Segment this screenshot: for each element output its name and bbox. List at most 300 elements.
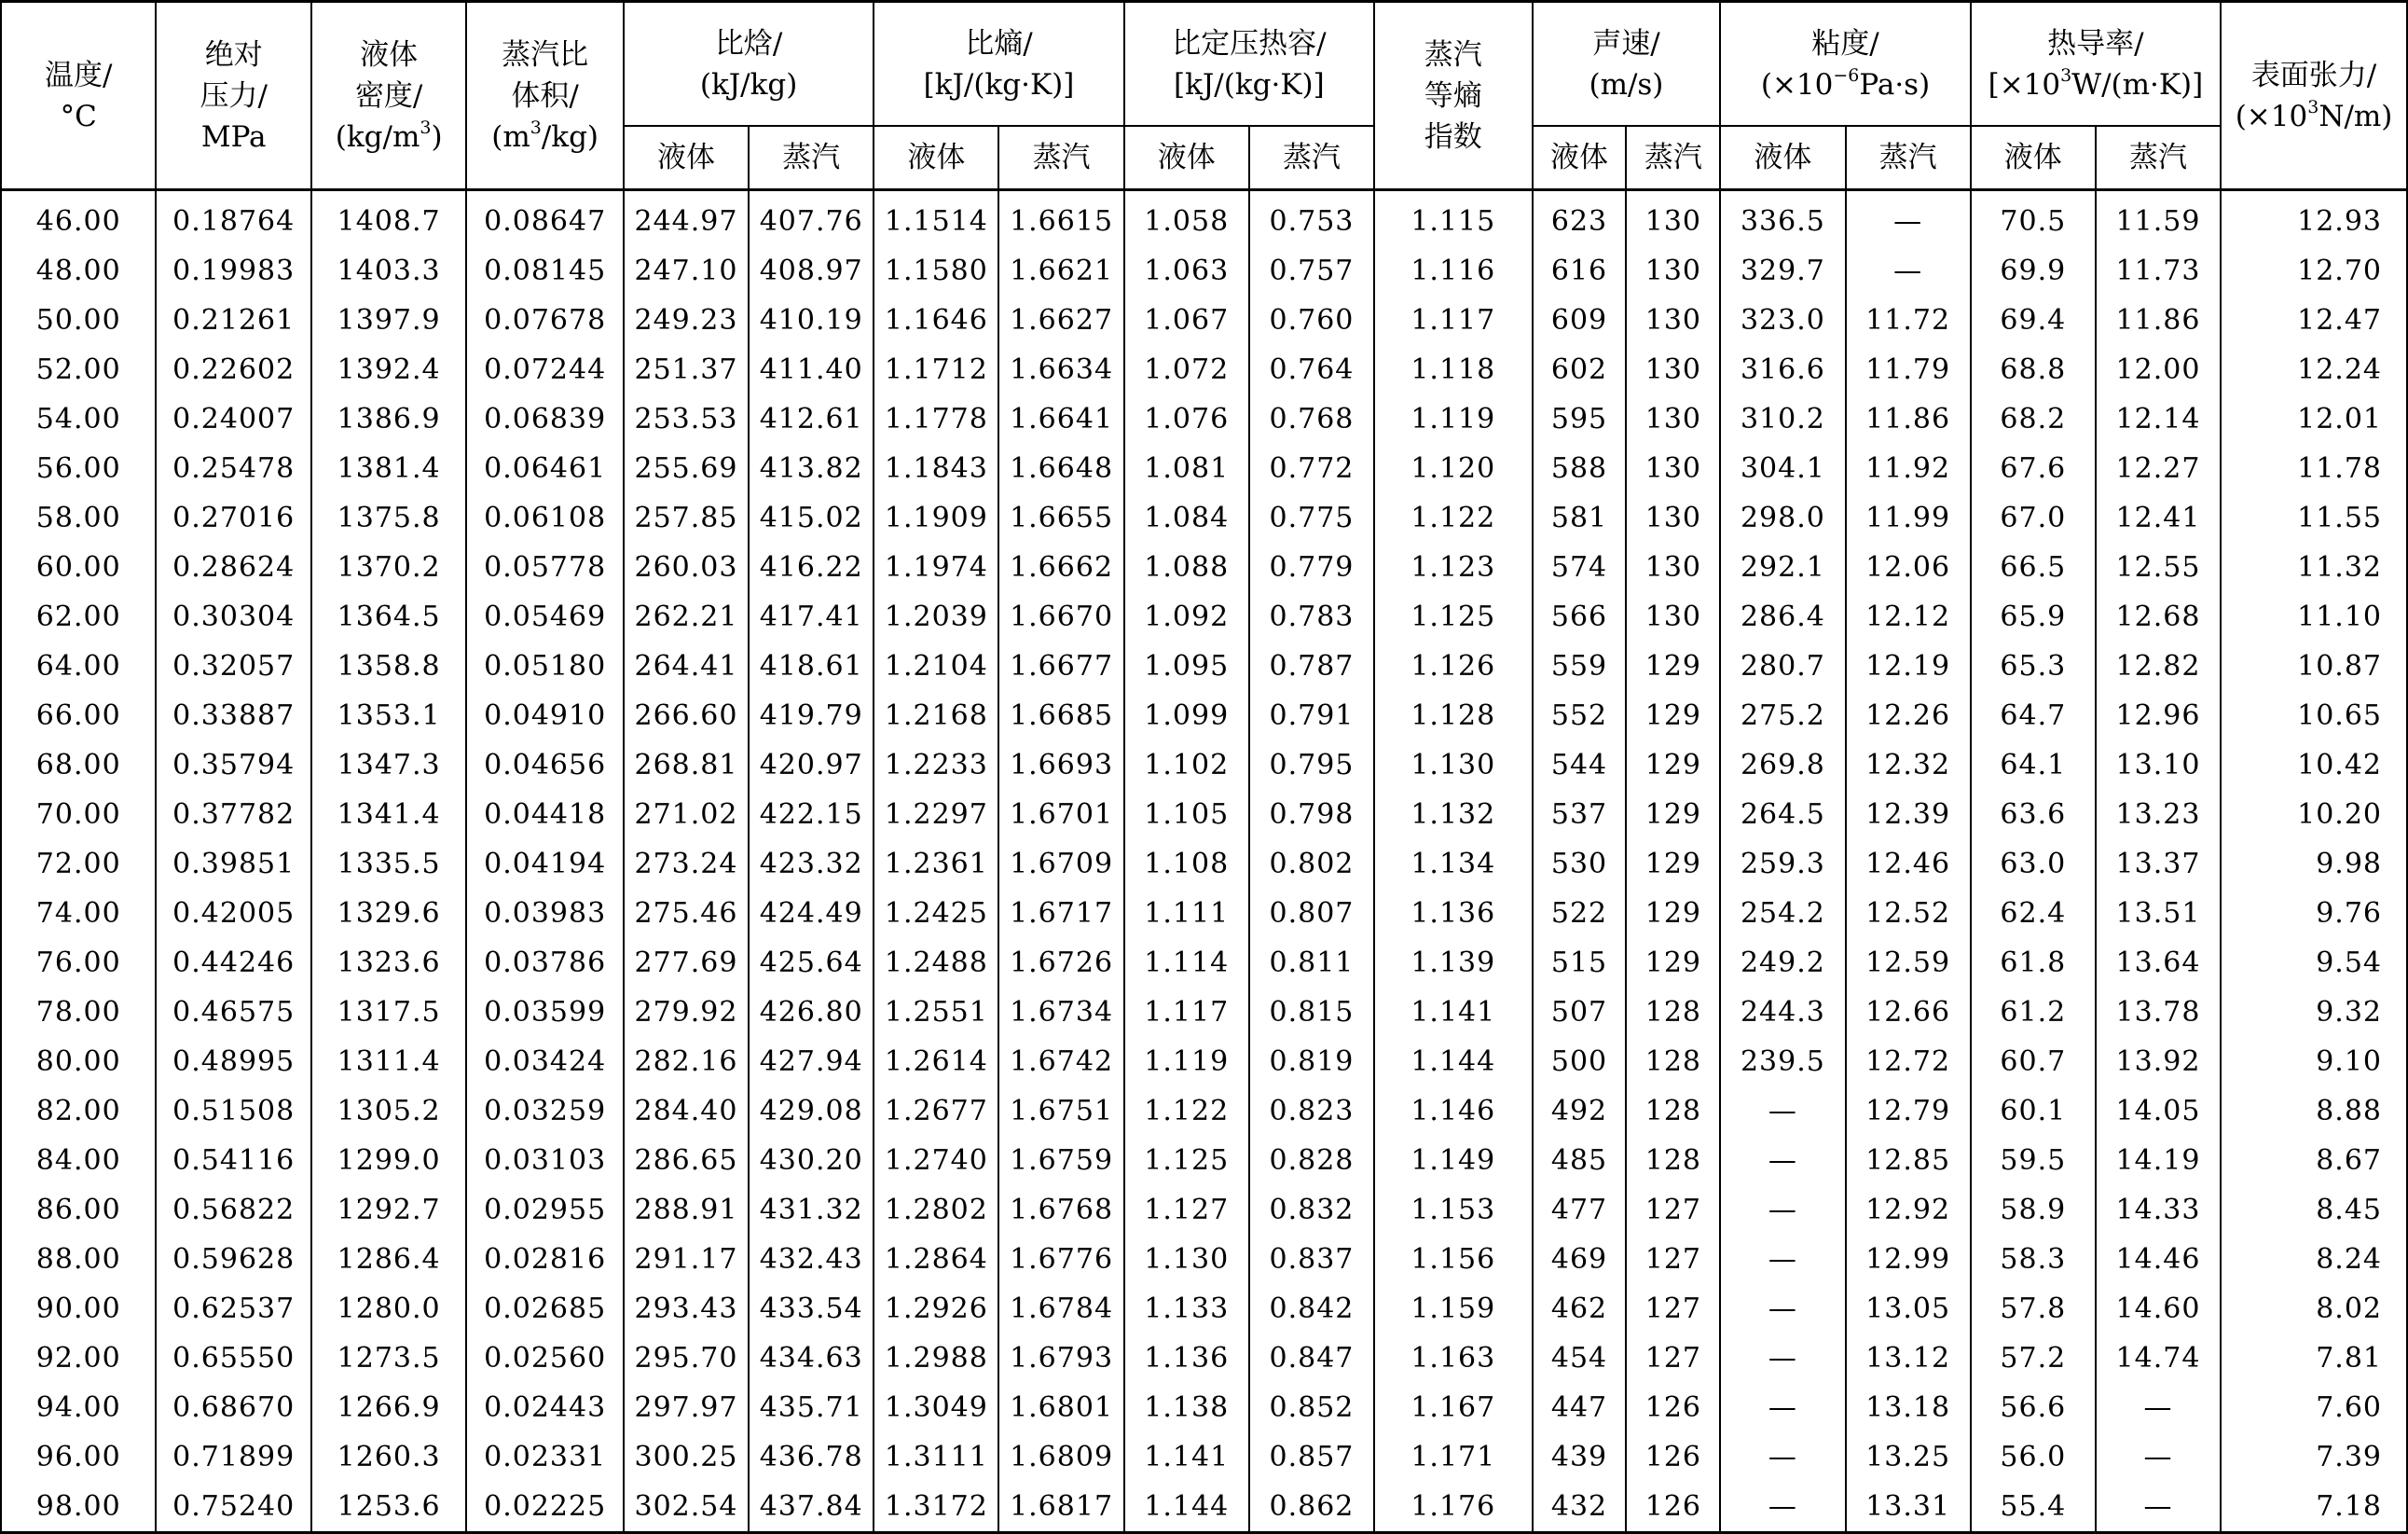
table-cell: 127 <box>1626 1284 1720 1334</box>
table-cell: 1.1974 <box>874 543 998 592</box>
table-cell: 0.03424 <box>466 1037 623 1086</box>
table-cell: 1.136 <box>1124 1334 1249 1383</box>
table-cell: — <box>1720 1086 1845 1136</box>
table-cell: 0.44246 <box>156 938 310 988</box>
table-cell: 13.12 <box>1846 1334 1971 1383</box>
table-cell: 1.2297 <box>874 790 998 839</box>
table-cell: 410.19 <box>749 296 874 345</box>
table-row <box>1 1037 2407 1086</box>
table-cell: 247.10 <box>624 246 749 296</box>
table-cell: 12.39 <box>1846 790 1971 839</box>
table-cell: 50.00 <box>1 296 156 345</box>
table-cell: 255.69 <box>624 444 749 493</box>
table-cell: 1.6693 <box>998 740 1123 790</box>
table-cell: 70.00 <box>1 790 156 839</box>
table-cell: 128 <box>1626 1086 1720 1136</box>
table-cell: 68.00 <box>1 740 156 790</box>
table-cell: 0.39851 <box>156 839 310 889</box>
table-cell: 427.94 <box>749 1037 874 1086</box>
table-cell: 13.64 <box>2096 938 2221 988</box>
table-cell: 1.6685 <box>998 691 1123 740</box>
table-cell: 0.795 <box>1249 740 1374 790</box>
table-cell: 12.68 <box>2096 592 2221 642</box>
table-row <box>1 1086 2407 1136</box>
table-cell: — <box>1720 1235 1845 1284</box>
table-cell: 268.81 <box>624 740 749 790</box>
table-cell: 11.32 <box>2221 543 2407 592</box>
table-cell: 129 <box>1626 740 1720 790</box>
table-cell: — <box>2096 1482 2221 1533</box>
table-cell: 1.6759 <box>998 1136 1123 1185</box>
table-cell: 0.02225 <box>466 1482 623 1533</box>
table-cell: 0.68670 <box>156 1383 310 1432</box>
table-cell: 68.8 <box>1971 345 2096 394</box>
table-cell: 12.99 <box>1846 1235 1971 1284</box>
table-cell: 336.5 <box>1720 190 1845 247</box>
table-cell: 1375.8 <box>311 493 466 543</box>
table-cell: 1408.7 <box>311 190 466 247</box>
table-cell: 288.91 <box>624 1185 749 1235</box>
table-cell: 492 <box>1533 1086 1627 1136</box>
table-cell: 69.4 <box>1971 296 2096 345</box>
table-cell: 0.775 <box>1249 493 1374 543</box>
table-cell: 62.4 <box>1971 889 2096 938</box>
table-cell: 1.6641 <box>998 394 1123 444</box>
table-cell: 552 <box>1533 691 1627 740</box>
table-cell: 1292.7 <box>311 1185 466 1235</box>
table-row <box>1 691 2407 740</box>
table-cell: 275.46 <box>624 889 749 938</box>
table-cell: 12.01 <box>2221 394 2407 444</box>
table-cell: 1253.6 <box>311 1482 466 1533</box>
table-cell: 63.6 <box>1971 790 2096 839</box>
table-cell: 1.1778 <box>874 394 998 444</box>
table-cell: 11.10 <box>2221 592 2407 642</box>
table-cell: 1.2802 <box>874 1185 998 1235</box>
table-cell: 574 <box>1533 543 1627 592</box>
table-cell: 1.125 <box>1374 592 1533 642</box>
table-cell: 1.6670 <box>998 592 1123 642</box>
table-cell: 88.00 <box>1 1235 156 1284</box>
table-cell: 1.084 <box>1124 493 1249 543</box>
table-cell: 286.4 <box>1720 592 1845 642</box>
table-cell: 129 <box>1626 642 1720 691</box>
table-cell: 62.00 <box>1 592 156 642</box>
table-cell: 58.9 <box>1971 1185 2096 1235</box>
table-cell: 127 <box>1626 1334 1720 1383</box>
table-cell: 1.120 <box>1374 444 1533 493</box>
table-cell: 239.5 <box>1720 1037 1845 1086</box>
table-cell: — <box>1720 1185 1845 1235</box>
table-cell: 78.00 <box>1 988 156 1037</box>
table-cell: 0.05469 <box>466 592 623 642</box>
table-cell: 0.03599 <box>466 988 623 1037</box>
table-cell: 0.08145 <box>466 246 623 296</box>
table-cell: 0.04910 <box>466 691 623 740</box>
table-row <box>1 642 2407 691</box>
table-cell: 244.97 <box>624 190 749 247</box>
table-cell: 424.49 <box>749 889 874 938</box>
table-cell: — <box>1846 246 1971 296</box>
table-cell: 12.00 <box>2096 345 2221 394</box>
table-cell: 61.2 <box>1971 988 2096 1037</box>
table-cell: 0.862 <box>1249 1482 1374 1533</box>
table-cell: 0.08647 <box>466 190 623 247</box>
table-cell: 1.1580 <box>874 246 998 296</box>
table-cell: 1.1712 <box>874 345 998 394</box>
table-cell: 0.791 <box>1249 691 1374 740</box>
table-cell: 126 <box>1626 1482 1720 1533</box>
table-cell: 0.07678 <box>466 296 623 345</box>
table-cell: 1.118 <box>1374 345 1533 394</box>
table-cell: 581 <box>1533 493 1627 543</box>
table-cell: 454 <box>1533 1334 1627 1383</box>
table-cell: 1.088 <box>1124 543 1249 592</box>
header-temperature: 温度/ °C <box>1 2 156 190</box>
table-cell: 0.22602 <box>156 345 310 394</box>
table-cell: 64.1 <box>1971 740 2096 790</box>
subheader-vapor: 蒸汽 <box>749 126 874 190</box>
table-cell: 1.2614 <box>874 1037 998 1086</box>
table-cell: 11.59 <box>2096 190 2221 247</box>
table-cell: 292.1 <box>1720 543 1845 592</box>
table-cell: 130 <box>1626 296 1720 345</box>
table-cell: 0.757 <box>1249 246 1374 296</box>
table-cell: 295.70 <box>624 1334 749 1383</box>
table-cell: 14.05 <box>2096 1086 2221 1136</box>
table-cell: 1.6793 <box>998 1334 1123 1383</box>
table-cell: 63.0 <box>1971 839 2096 889</box>
table-cell: 12.72 <box>1846 1037 1971 1086</box>
table-cell: 423.32 <box>749 839 874 889</box>
table-cell: 12.19 <box>1846 642 1971 691</box>
table-cell: 0.02955 <box>466 1185 623 1235</box>
table-cell: 1329.6 <box>311 889 466 938</box>
table-cell: 1.6627 <box>998 296 1123 345</box>
table-cell: 0.823 <box>1249 1086 1374 1136</box>
table-cell: 1.141 <box>1374 988 1533 1037</box>
table-cell: 1.144 <box>1374 1037 1533 1086</box>
table-cell: 1.2740 <box>874 1136 998 1185</box>
table-cell: 7.81 <box>2221 1334 2407 1383</box>
table-cell: 13.37 <box>2096 839 2221 889</box>
table-cell: 7.18 <box>2221 1482 2407 1533</box>
table-cell: 14.46 <box>2096 1235 2221 1284</box>
table-cell: 1266.9 <box>311 1383 466 1432</box>
table-cell: 1.6709 <box>998 839 1123 889</box>
table-cell: 0.02560 <box>466 1334 623 1383</box>
table-cell: 1.105 <box>1124 790 1249 839</box>
table-cell: 12.70 <box>2221 246 2407 296</box>
table-cell: 1.6809 <box>998 1432 1123 1482</box>
table-cell: 429.08 <box>749 1086 874 1136</box>
table-cell: 0.760 <box>1249 296 1374 345</box>
table-cell: 1.2488 <box>874 938 998 988</box>
table-cell: 1273.5 <box>311 1334 466 1383</box>
table-cell: 1.6742 <box>998 1037 1123 1086</box>
table-cell: 60.1 <box>1971 1086 2096 1136</box>
table-cell: 60.00 <box>1 543 156 592</box>
table-cell: 280.7 <box>1720 642 1845 691</box>
table-cell: 0.71899 <box>156 1432 310 1482</box>
table-cell: 413.82 <box>749 444 874 493</box>
table-cell: 56.0 <box>1971 1432 2096 1482</box>
table-cell: 13.23 <box>2096 790 2221 839</box>
table-cell: 595 <box>1533 394 1627 444</box>
table-cell: 58.00 <box>1 493 156 543</box>
table-cell: 1.092 <box>1124 592 1249 642</box>
table-cell: 447 <box>1533 1383 1627 1432</box>
table-cell: 13.05 <box>1846 1284 1971 1334</box>
table-cell: 66.5 <box>1971 543 2096 592</box>
table-cell: 128 <box>1626 1037 1720 1086</box>
table-row <box>1 1185 2407 1235</box>
table-cell: 253.53 <box>624 394 749 444</box>
table-cell: 0.857 <box>1249 1432 1374 1482</box>
table-cell: — <box>1720 1284 1845 1334</box>
table-cell: 435.71 <box>749 1383 874 1432</box>
table-cell: 264.41 <box>624 642 749 691</box>
table-cell: 0.783 <box>1249 592 1374 642</box>
table-cell: 1.2104 <box>874 642 998 691</box>
table-cell: 11.99 <box>1846 493 1971 543</box>
table-cell: 12.26 <box>1846 691 1971 740</box>
table-row <box>1 296 2407 345</box>
table-cell: 12.66 <box>1846 988 1971 1037</box>
table-cell: 1.153 <box>1374 1185 1533 1235</box>
table-cell: 1.119 <box>1374 394 1533 444</box>
table-cell: 437.84 <box>749 1482 874 1533</box>
table-cell: 11.79 <box>1846 345 1971 394</box>
table-cell: 92.00 <box>1 1334 156 1383</box>
table-cell: — <box>1720 1334 1845 1383</box>
table-cell: 559 <box>1533 642 1627 691</box>
table-cell: 609 <box>1533 296 1627 345</box>
table-cell: 1.6776 <box>998 1235 1123 1284</box>
table-cell: 1.117 <box>1374 296 1533 345</box>
table-cell: 57.8 <box>1971 1284 2096 1334</box>
table-cell: 0.48995 <box>156 1037 310 1086</box>
table-cell: 65.9 <box>1971 592 2096 642</box>
table-cell: 12.24 <box>2221 345 2407 394</box>
table-cell: 254.2 <box>1720 889 1845 938</box>
table-cell: 0.02331 <box>466 1432 623 1482</box>
table-cell: 0.46575 <box>156 988 310 1037</box>
table-cell: 1347.3 <box>311 740 466 790</box>
table-cell: 1.2926 <box>874 1284 998 1334</box>
table-cell: 1.141 <box>1124 1432 1249 1482</box>
table-cell: 7.60 <box>2221 1383 2407 1432</box>
table-cell: 0.59628 <box>156 1235 310 1284</box>
table-cell: 1.058 <box>1124 190 1249 247</box>
table-cell: 12.82 <box>2096 642 2221 691</box>
table-cell: 12.92 <box>1846 1185 1971 1235</box>
table-cell: 1.176 <box>1374 1482 1533 1533</box>
table-cell: 271.02 <box>624 790 749 839</box>
table-cell: 8.88 <box>2221 1086 2407 1136</box>
table-cell: 130 <box>1626 543 1720 592</box>
table-cell: 129 <box>1626 889 1720 938</box>
table-cell: 84.00 <box>1 1136 156 1185</box>
table-cell: 126 <box>1626 1432 1720 1482</box>
table-cell: 1.2551 <box>874 988 998 1037</box>
table-cell: 1.6615 <box>998 190 1123 247</box>
table-cell: 0.28624 <box>156 543 310 592</box>
header-surface-tension: 表面张力/ $(\times 10^3N/m)$ <box>2221 2 2407 190</box>
table-cell: 433.54 <box>749 1284 874 1334</box>
table-cell: 1.144 <box>1124 1482 1249 1533</box>
table-cell: 286.65 <box>624 1136 749 1185</box>
table-cell: 436.78 <box>749 1432 874 1482</box>
table-cell: 1.2677 <box>874 1086 998 1136</box>
table-cell: 9.10 <box>2221 1037 2407 1086</box>
table-cell: 430.20 <box>749 1136 874 1185</box>
table-cell: 0.807 <box>1249 889 1374 938</box>
table-cell: 1.156 <box>1374 1235 1533 1284</box>
table-cell: 1.081 <box>1124 444 1249 493</box>
table-cell: 1.1909 <box>874 493 998 543</box>
table-cell: 1.095 <box>1124 642 1249 691</box>
table-cell: 1370.2 <box>311 543 466 592</box>
table-cell: 56.6 <box>1971 1383 2096 1432</box>
table-cell: 127 <box>1626 1185 1720 1235</box>
table-cell: 0.03983 <box>466 889 623 938</box>
table-cell: 1397.9 <box>311 296 466 345</box>
table-row <box>1 394 2407 444</box>
table-cell: 0.837 <box>1249 1235 1374 1284</box>
table-cell: 12.12 <box>1846 592 1971 642</box>
table-cell: 1341.4 <box>311 790 466 839</box>
table-cell: 86.00 <box>1 1185 156 1235</box>
table-cell: 0.06461 <box>466 444 623 493</box>
table-cell: 12.85 <box>1846 1136 1971 1185</box>
table-cell: 1353.1 <box>311 691 466 740</box>
table-cell: 1392.4 <box>311 345 466 394</box>
table-cell: 70.5 <box>1971 190 2096 247</box>
table-cell: 1.1646 <box>874 296 998 345</box>
table-row <box>1 938 2407 988</box>
table-cell: 14.19 <box>2096 1136 2221 1185</box>
table-cell: 1.115 <box>1374 190 1533 247</box>
table-cell: 8.45 <box>2221 1185 2407 1235</box>
table-cell: 0.819 <box>1249 1037 1374 1086</box>
table-cell: 68.2 <box>1971 394 2096 444</box>
table-cell: 14.74 <box>2096 1334 2221 1383</box>
table-cell: 46.00 <box>1 190 156 247</box>
table-cell: 14.33 <box>2096 1185 2221 1235</box>
table-cell: 279.92 <box>624 988 749 1037</box>
table-cell: 69.9 <box>1971 246 2096 296</box>
table-cell: 0.753 <box>1249 190 1374 247</box>
table-cell: 7.39 <box>2221 1432 2407 1482</box>
table-cell: 1.171 <box>1374 1432 1533 1482</box>
table-row <box>1 1383 2407 1432</box>
table-cell: 316.6 <box>1720 345 1845 394</box>
table-cell: 90.00 <box>1 1284 156 1334</box>
table-cell: 98.00 <box>1 1482 156 1533</box>
table-cell: 0.30304 <box>156 592 310 642</box>
table-cell: 10.87 <box>2221 642 2407 691</box>
table-cell: 0.06839 <box>466 394 623 444</box>
table-cell: 284.40 <box>624 1086 749 1136</box>
table-cell: 64.7 <box>1971 691 2096 740</box>
table-cell: 251.37 <box>624 345 749 394</box>
table-cell: 419.79 <box>749 691 874 740</box>
table-cell: 8.67 <box>2221 1136 2407 1185</box>
table-row <box>1 1136 2407 1185</box>
table-cell: 0.842 <box>1249 1284 1374 1334</box>
table-cell: 1.067 <box>1124 296 1249 345</box>
table-cell: 0.02443 <box>466 1383 623 1432</box>
table-cell: 130 <box>1626 394 1720 444</box>
table-row <box>1 740 2407 790</box>
table-cell: 412.61 <box>749 394 874 444</box>
table-cell: 273.24 <box>624 839 749 889</box>
table-cell: 310.2 <box>1720 394 1845 444</box>
table-cell: 515 <box>1533 938 1627 988</box>
table-cell: 1.076 <box>1124 394 1249 444</box>
table-cell: 1286.4 <box>311 1235 466 1284</box>
table-cell: 1.167 <box>1374 1383 1533 1432</box>
table-cell: 0.54116 <box>156 1136 310 1185</box>
table-cell: 0.02816 <box>466 1235 623 1284</box>
table-cell: 11.92 <box>1846 444 1971 493</box>
table-cell: 1.2988 <box>874 1334 998 1383</box>
table-cell: 130 <box>1626 444 1720 493</box>
table-cell: 1.117 <box>1124 988 1249 1037</box>
table-cell: 249.23 <box>624 296 749 345</box>
table-cell: 1335.5 <box>311 839 466 889</box>
table-cell: 65.3 <box>1971 642 2096 691</box>
table-cell: 485 <box>1533 1136 1627 1185</box>
table-row <box>1 889 2407 938</box>
table-cell: 61.8 <box>1971 938 2096 988</box>
table-cell: 1311.4 <box>311 1037 466 1086</box>
table-cell: 500 <box>1533 1037 1627 1086</box>
table-cell: 130 <box>1626 345 1720 394</box>
table-cell: 82.00 <box>1 1086 156 1136</box>
table-cell: 14.60 <box>2096 1284 2221 1334</box>
header-liquid-density: 液体 密度/ $(kg/m^3)$ <box>311 2 466 190</box>
table-cell: 1.116 <box>1374 246 1533 296</box>
table-cell: 0.75240 <box>156 1482 310 1533</box>
table-cell: 12.96 <box>2096 691 2221 740</box>
subheader-liquid: 液体 <box>874 126 998 190</box>
table-cell: 0.852 <box>1249 1383 1374 1432</box>
table-cell: 12.52 <box>1846 889 1971 938</box>
header-entropy: 比熵/ [kJ/(kg·K)] <box>874 2 1123 127</box>
table-cell: 566 <box>1533 592 1627 642</box>
table-cell: 0.847 <box>1249 1334 1374 1383</box>
table-cell: 1.1843 <box>874 444 998 493</box>
table-cell: 1381.4 <box>311 444 466 493</box>
table-cell: 530 <box>1533 839 1627 889</box>
table-row <box>1 1334 2407 1383</box>
table-cell: 304.1 <box>1720 444 1845 493</box>
table-cell: 1.132 <box>1374 790 1533 839</box>
table-cell: 127 <box>1626 1235 1720 1284</box>
table-cell: 96.00 <box>1 1432 156 1482</box>
table-cell: 477 <box>1533 1185 1627 1235</box>
table-cell: 266.60 <box>624 691 749 740</box>
table-cell: 129 <box>1626 691 1720 740</box>
subheader-vapor: 蒸汽 <box>2096 126 2221 190</box>
table-cell: 1.6648 <box>998 444 1123 493</box>
table-header <box>1 2 2407 190</box>
table-cell: 1.3111 <box>874 1432 998 1482</box>
table-cell: 432 <box>1533 1482 1627 1533</box>
table-cell: 11.86 <box>1846 394 1971 444</box>
